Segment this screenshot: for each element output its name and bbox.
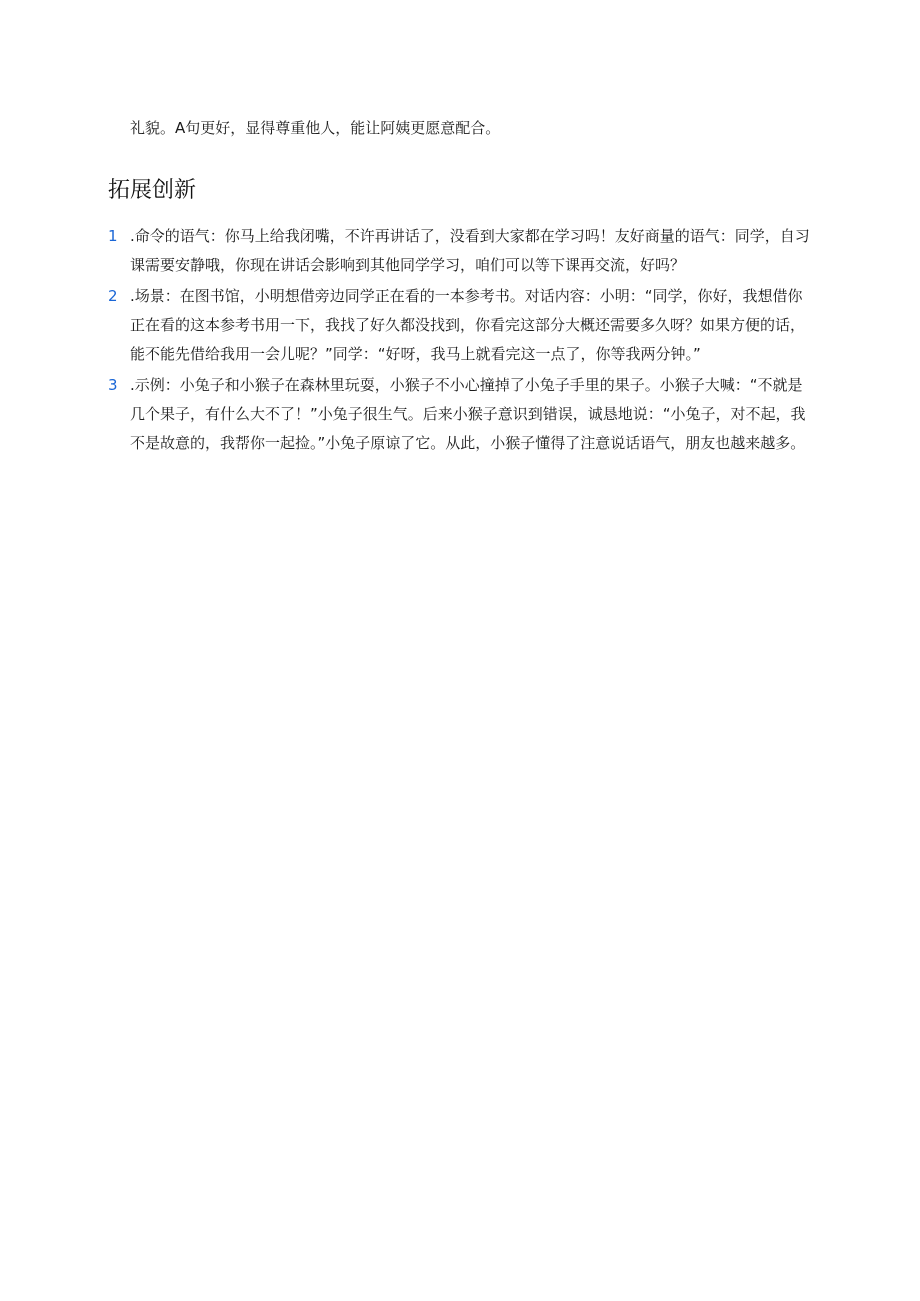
answer-number: 1	[108, 227, 118, 245]
answer-text: .命令的语气：你马上给我闭嘴，不许再讲话了，没看到大家都在学习吗！友好商量的语气：同学，自习课需要安静哦，你现在讲话会影响到其他同学学习，咱们可以等下课再交流，好吗？	[130, 227, 810, 274]
answer-text: .示例：小兔子和小猴子在森林里玩耍，小猴子不小心撞掉了小兔子手里的果子。小猴子大喊：“不就是几个果子，有什么大不了！”小兔子很生气。后来小猴子意识到错误，诚恳地说：“小兔子，对不起，我不是故意的，我帮你一起捡。”小兔子原谅了它。从此，小猴子懂得了注意说话语气，朋友也越来越多。	[130, 376, 806, 452]
answer-list	[108, 222, 814, 460]
answer-item-3	[108, 371, 814, 458]
answer-item-1	[108, 222, 814, 280]
answer-number: 2	[108, 287, 118, 305]
answer-number: 3	[108, 376, 118, 394]
answer-text: .场景：在图书馆，小明想借旁边同学正在看的一本参考书。对话内容：小明：“同学，你好，我想借你正在看的这本参考书用一下，我找了好久都没找到，你看完这部分大概还需要多久呀？如果方便的话，能不能先借给我用一会儿呢？”同学：“好呀，我马上就看完这一点了，你等我两分钟。”	[130, 287, 806, 363]
section-title: 拓展创新	[108, 178, 197, 203]
answer-item-2	[108, 282, 814, 369]
previous-answer-continuation: 礼貌。A句更好，显得尊重他人，能让阿姨更愿意配合。	[130, 119, 501, 137]
